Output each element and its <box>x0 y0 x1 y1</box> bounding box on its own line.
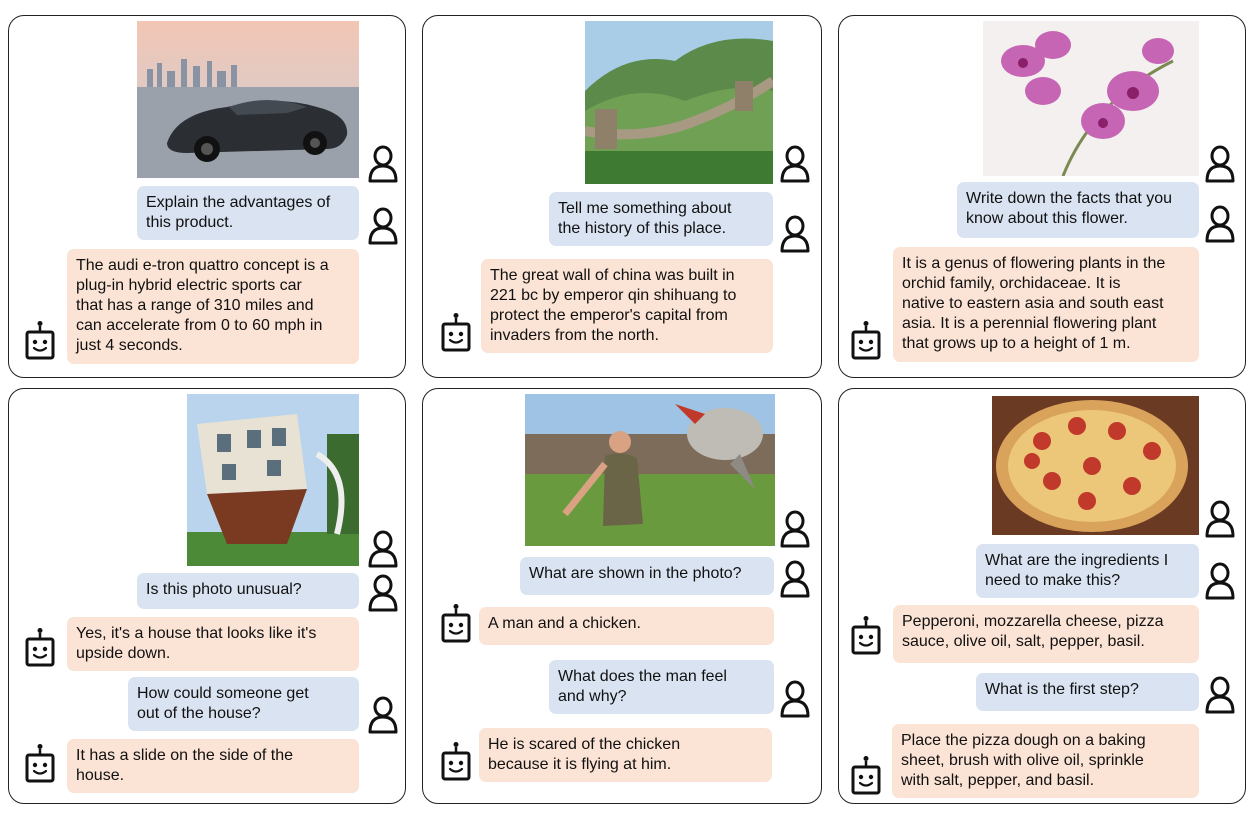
bot-message: Yes, it's a house that looks like it's upside down. <box>67 617 359 671</box>
bot-message: The audi e-tron quattro concept is a plug-in hybrid electric sports car that has a range of 310 miles and can accelerate from 0 to 60 mph in just 4 seconds. <box>67 249 359 364</box>
bot-message: It has a slide on the side of the house. <box>67 739 359 793</box>
great-wall-image <box>585 21 773 184</box>
orchid-image <box>983 21 1199 176</box>
chat-panel-chicken <box>422 388 822 804</box>
robot-icon <box>849 615 883 655</box>
chat-panel-car <box>8 15 406 378</box>
user-message: Tell me something about the history of this place. <box>549 192 773 246</box>
user-icon <box>1203 204 1237 244</box>
user-message: How could someone get out of the house? <box>128 677 359 731</box>
chat-panel-house <box>8 388 406 804</box>
bot-message: A man and a chicken. <box>479 607 774 645</box>
robot-icon <box>439 312 473 352</box>
user-message: What is the first step? <box>976 673 1199 711</box>
user-message: What does the man feel and why? <box>549 660 774 714</box>
user-icon <box>778 214 812 254</box>
chat-panel-pizza <box>838 388 1246 804</box>
user-icon <box>1203 675 1237 715</box>
user-message: Explain the advantages of this product. <box>137 186 359 240</box>
chat-panel-great-wall <box>422 15 822 378</box>
robot-icon <box>849 755 883 795</box>
robot-icon <box>23 743 57 783</box>
bot-message: Pepperoni, mozzarella cheese, pizza sauce, olive oil, salt, pepper, basil. <box>893 605 1199 663</box>
user-icon <box>778 559 812 599</box>
user-icon <box>1203 144 1237 184</box>
robot-icon <box>23 320 57 360</box>
user-icon <box>366 206 400 246</box>
pizza-image <box>992 396 1199 535</box>
bot-message: He is scared of the chicken because it is flying at him. <box>479 728 772 782</box>
bot-message: Place the pizza dough on a baking sheet, brush with olive oil, sprinkle with salt, pepper, and basil. <box>892 724 1199 798</box>
chat-panel-orchid <box>838 15 1246 378</box>
user-message: What are the ingredients I need to make this? <box>976 544 1199 598</box>
robot-icon <box>849 320 883 360</box>
user-icon <box>778 679 812 719</box>
robot-icon <box>439 741 473 781</box>
car-image <box>137 21 359 178</box>
user-message: What are shown in the photo? <box>520 557 774 595</box>
robot-icon <box>439 603 473 643</box>
user-icon <box>366 573 400 613</box>
user-message: Write down the facts that you know about this flower. <box>957 182 1199 238</box>
user-icon <box>1203 499 1237 539</box>
upside-down-house-image <box>187 394 359 566</box>
user-icon <box>778 509 812 549</box>
robot-icon <box>23 627 57 667</box>
user-icon <box>1203 561 1237 601</box>
user-icon <box>366 144 400 184</box>
bot-message: The great wall of china was built in 221 bc by emperor qin shihuang to protect the emperor's capital from invaders from the north. <box>481 259 773 353</box>
user-icon <box>778 144 812 184</box>
user-icon <box>366 695 400 735</box>
user-message: Is this photo unusual? <box>137 573 359 609</box>
bot-message: It is a genus of flowering plants in the orchid family, orchidaceae. It is native to eastern asia and south east asia. It is a perennial flowering plant that grows up to a height of 1 m. <box>893 247 1199 362</box>
user-icon <box>366 529 400 569</box>
man-and-chicken-image <box>525 394 775 546</box>
